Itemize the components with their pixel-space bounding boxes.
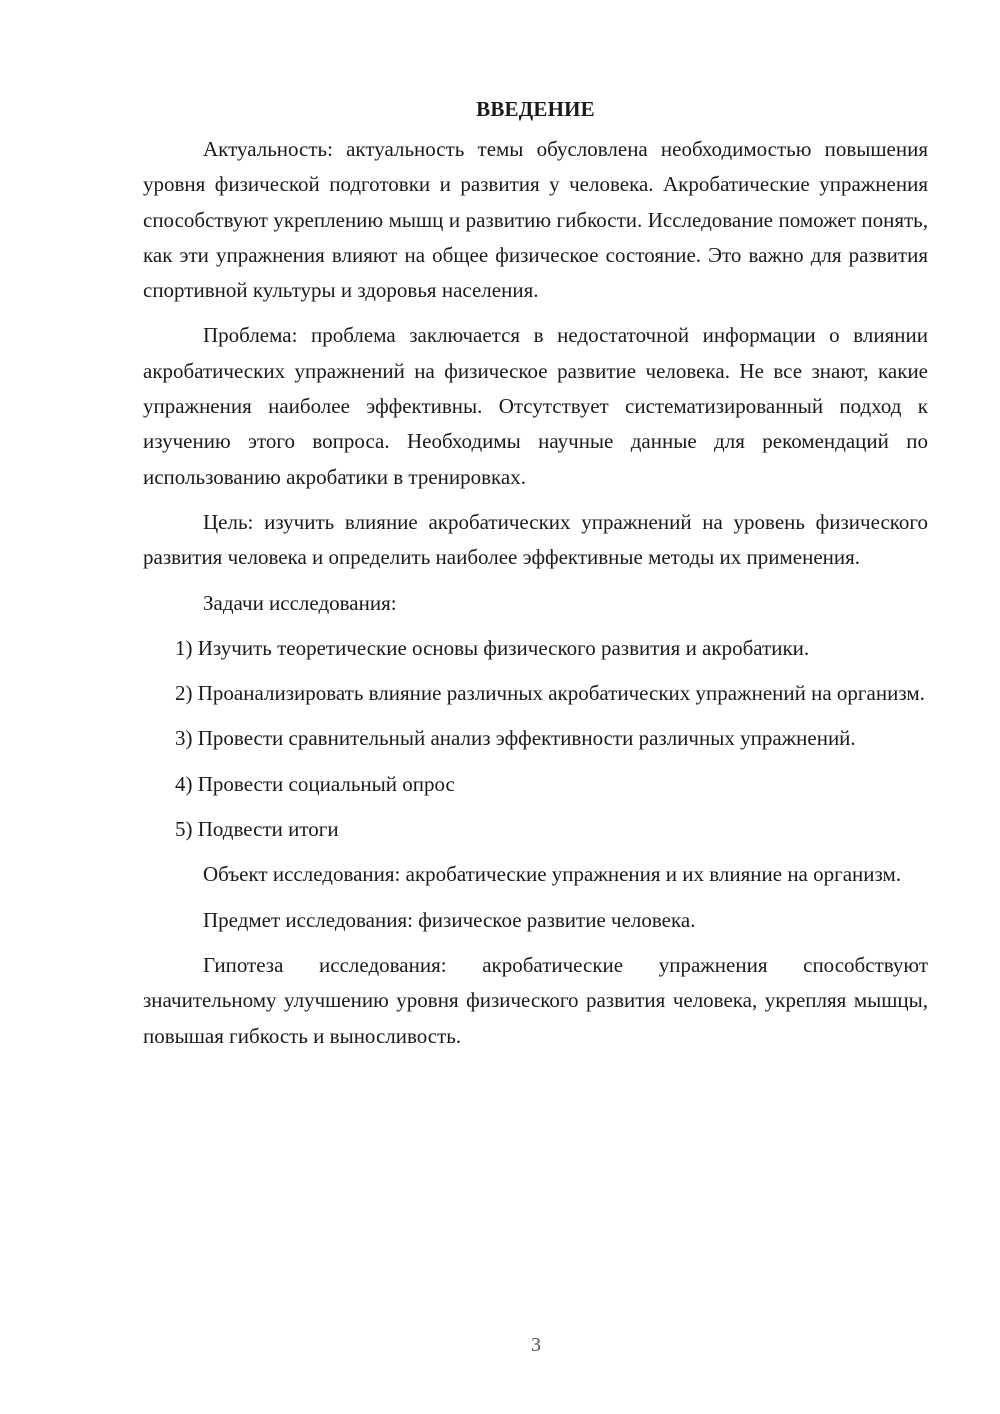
- page-number: 3: [531, 1334, 541, 1356]
- task-item-2: 2) Проанализировать влияние различных акробатических упражнений на организм.: [175, 681, 925, 706]
- paragraph-subject: Предмет исследования: физическое развитие человека.: [203, 907, 696, 932]
- task-item-1: 1) Изучить теоретические основы физического развития и акробатики.: [175, 635, 810, 660]
- document-page: [143, 92, 928, 1064]
- task-item-3: 3) Провести сравнительный анализ эффективности различных упражнений.: [175, 726, 856, 751]
- page-title: ВВЕДЕНИЕ: [476, 97, 595, 121]
- tasks-heading: Задачи исследования:: [203, 590, 397, 615]
- paragraph-relevance: Актуальность: актуальность темы обусловлена необходимостью повышения уровня физической подготовки и развития у человека. Акробатические упражнения способствуют укреплению мышц и развитию гибкости. Исследование поможет понять, как эти упражнения влияют на общее физическое состояние. Это важно для развития спортивной культуры и здоровья населения.: [143, 137, 928, 303]
- task-item-5: 5) Подвести итоги: [175, 817, 339, 842]
- paragraph-object: Объект исследования: акробатические упражнения и их влияние на организм.: [203, 862, 902, 887]
- paragraph-problem: Проблема: проблема заключается в недостаточной информации о влиянии акробатических упражнений на физическое развитие человека. Не все знают, какие упражнения наиболее эффективны. Отсутствует систематизированный подход к изучению этого вопроса. Необходимы научные данные для рекомендаций по использованию акробатики в тренировках.: [143, 323, 928, 489]
- paragraph-hypothesis: Гипотеза исследования: акробатические упражнения способствуют значительному улучшению уровня физического развития человека, укрепляя мышцы, повышая гибкость и выносливость.: [143, 952, 928, 1048]
- paragraph-goal: Цель: изучить влияние акробатических упражнений на уровень физического развития человека и определить наиболее эффективные методы их применения.: [143, 509, 928, 570]
- task-item-4: 4) Провести социальный опрос: [175, 771, 455, 796]
